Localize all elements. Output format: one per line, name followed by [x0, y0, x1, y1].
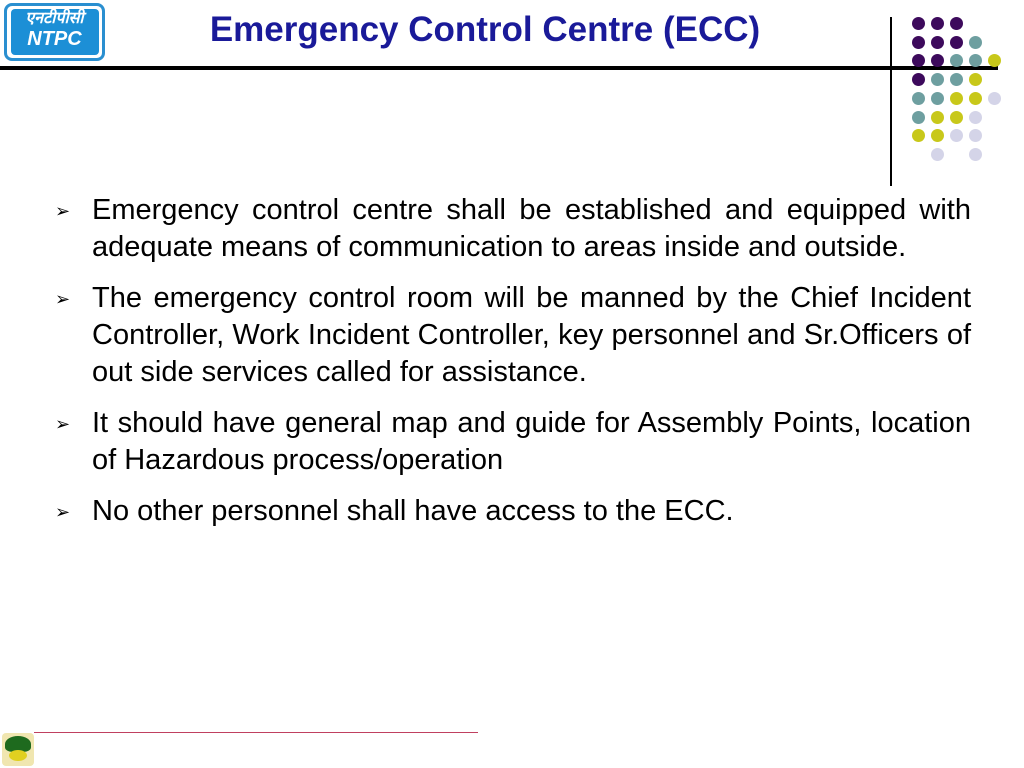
dot [988, 92, 1001, 105]
dot [931, 92, 944, 105]
dot [950, 17, 963, 30]
dot [969, 148, 982, 161]
dot [950, 92, 963, 105]
dot [912, 92, 925, 105]
dot [931, 148, 944, 161]
bullet-item: ➢ Emergency control centre shall be established and equipped with adequate means of communication to areas inside and outside. [55, 192, 971, 266]
bullet-item: ➢ The emergency control room will be manned by the Chief Incident Controller, Work Incident Controller, key personnel and Sr.Officers of out side services called for assistance. [55, 280, 971, 391]
dot [912, 111, 925, 124]
footer-line [34, 732, 478, 733]
arrowhead-bullet-icon: ➢ [55, 414, 71, 434]
dot [969, 36, 982, 49]
dot [931, 73, 944, 86]
dot [950, 36, 963, 49]
dot [931, 17, 944, 30]
dot [931, 36, 944, 49]
title-divider [0, 66, 998, 70]
dot [969, 111, 982, 124]
dot [912, 17, 925, 30]
dot [969, 73, 982, 86]
dot [950, 129, 963, 142]
dot [969, 129, 982, 142]
ntpc-logo [4, 3, 105, 61]
dot [912, 129, 925, 142]
dot [931, 129, 944, 142]
vertical-divider [890, 17, 892, 186]
bullet-item: ➢ It should have general map and guide for Assembly Points, location of Hazardous process/operation [55, 405, 971, 479]
dot [950, 73, 963, 86]
bullet-list [55, 192, 971, 544]
dot [931, 111, 944, 124]
arrowhead-bullet-icon: ➢ [55, 289, 71, 309]
arrowhead-bullet-icon: ➢ [55, 201, 71, 221]
logo-hindi: एनटीपीसी [25, 10, 84, 27]
dot [950, 111, 963, 124]
slide-title: Emergency Control Centre (ECC) [209, 10, 761, 49]
bullet-item: ➢ No other personnel shall have access to the ECC. [55, 493, 971, 530]
dot [988, 54, 1001, 67]
dot [912, 73, 925, 86]
arrowhead-bullet-icon: ➢ [55, 502, 71, 522]
logo-english: NTPC [27, 28, 82, 50]
dot [969, 92, 982, 105]
dot [912, 36, 925, 49]
footer-logo-icon [2, 733, 34, 766]
